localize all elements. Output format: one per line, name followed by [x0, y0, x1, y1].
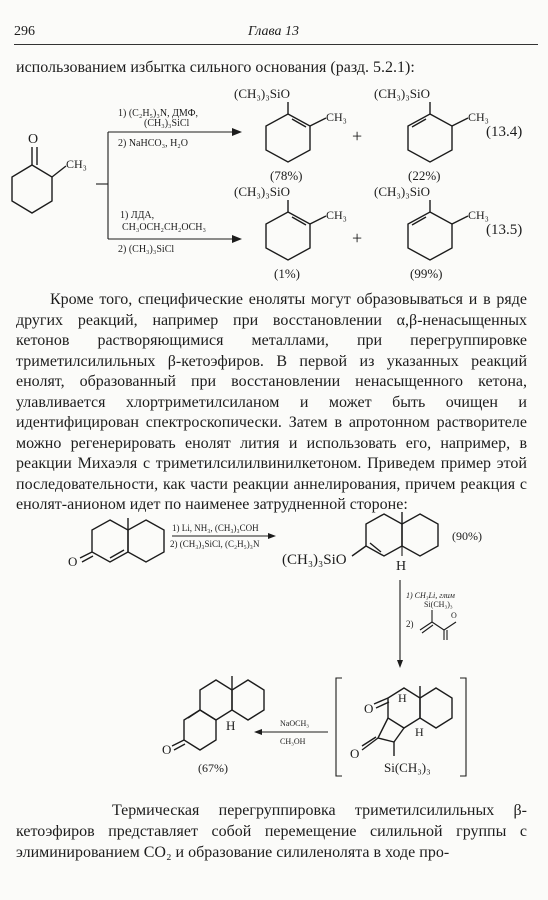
- intermediate-h-2: H: [415, 725, 424, 739]
- reaction-13-4-arrow: [108, 108, 242, 149]
- intermediate-oxygen-1: O: [364, 701, 374, 716]
- annelation-scheme: [0, 500, 548, 796]
- starting-ketone: [12, 132, 87, 213]
- r2-conditions-1: 1) ЛДА,: [120, 210, 155, 221]
- r2-a-silyl-label: (CH₃)₃SiO: [234, 184, 291, 199]
- r2-b-silyl-label: (CH₃)₃SiO: [374, 184, 431, 199]
- header-rule: [14, 44, 538, 45]
- r1-conditions-2: 2) NaHCO₃, H₂O: [118, 138, 189, 149]
- r1-product-a: [234, 86, 347, 183]
- step1-reagent-1: 1) Li, NH₃, (CH₃)₃COH: [172, 523, 259, 533]
- tricyclic-enone-product: [162, 676, 264, 775]
- r2-plus: +: [352, 228, 363, 248]
- r2-a-methyl: CH₃: [326, 208, 347, 222]
- equation-13-4-number: (13.4): [486, 124, 523, 140]
- r2-b-methyl: CH₃: [468, 208, 489, 222]
- ketone-methyl: CH₃: [66, 157, 87, 171]
- ketone-oxygen: O: [28, 132, 39, 147]
- r2-conditions-1b: CH₃OCH₂CH₂OCH₃: [122, 222, 206, 233]
- step3-reagent-1: NaOCH₃: [280, 719, 310, 728]
- intermediate-oxygen-2: O: [350, 746, 360, 761]
- step2-arrow: [397, 580, 457, 668]
- step3-reagent-2: CH₃OH: [280, 737, 306, 746]
- silyl-enol-ether: [282, 512, 482, 574]
- r2-product-b: [374, 184, 489, 281]
- step1-arrow: [170, 523, 276, 549]
- enolate-scheme-top: [0, 84, 548, 284]
- r1-conditions-1b: (CH₃)₃SiCl: [144, 118, 190, 129]
- ending-paragraph: Термическая перегруппировка триметилсилильных β-кетоэфиров представляет собой перемещение силильной группы с элиминированием CO₂ и образование силиленолята в ходе про-: [16, 802, 527, 861]
- silyl-ether-label: (CH₃)₃SiO: [282, 552, 347, 568]
- r1-conditions-1: 1) (C₂H₅)₃N, ДМФ,: [118, 108, 199, 119]
- r2-a-yield: (1%): [274, 266, 300, 281]
- r1-product-b: [374, 86, 489, 183]
- step2-reagent-sub: Si(CH₃)₃: [424, 600, 453, 609]
- page-number: 296: [14, 24, 35, 39]
- michael-adduct-intermediate: [336, 678, 466, 776]
- reaction-13-5-arrow: [108, 210, 242, 255]
- step2-reagent-1: 1) CH₃Li, глим: [406, 591, 455, 600]
- r1-a-methyl: CH₃: [326, 110, 347, 124]
- silyl-ether-yield: (90%): [452, 529, 482, 543]
- step1-reagent-2: 2) (CH₃)₃SiCl, (C₂H₅)₃N: [170, 539, 260, 549]
- silyl-ether-h: H: [396, 559, 407, 574]
- r2-conditions-2: 2) (CH₃)₃SiCl: [118, 244, 175, 255]
- r1-plus: +: [352, 126, 363, 146]
- r2-product-a: [234, 184, 347, 281]
- final-yield: (67%): [198, 761, 228, 775]
- step3-arrow: [254, 719, 328, 746]
- r2-b-yield: (99%): [410, 266, 443, 281]
- intermediate-h-1: H: [398, 691, 407, 705]
- enone-oxygen: O: [68, 554, 78, 569]
- starting-enone: [68, 518, 164, 569]
- final-oxygen: O: [162, 742, 172, 757]
- intro-paragraph: использованием избытка сильного основания (разд. 5.2.1):: [16, 59, 415, 76]
- equation-13-5-number: (13.5): [486, 222, 523, 238]
- final-h: H: [226, 718, 236, 733]
- main-paragraph: Кроме того, специфические еноляты могут образовываться и в ряде других реакций, например при восстановлении α,β-ненасыщенных кетонов растворяющимися металлами, при перегруппировке триметилсилильных β-кетоэфиров. В первой из указанных реакций енолят, образованный при восстановлении ненасыщенного кетона, улавливается хлортриметилсиланом и может быть очищен и идентифицирован спектроскопически. Затем в апротонном растворителе можно регенерировать енолят лития и использовать его, например, в реакции Михаэля с триметилсилилвинилкетоном. Приведем пример этой последовательности, как части реакции аннелирования, причем реакция с енолят-анионом идет по наименее затрудненной стороне:: [16, 291, 527, 513]
- r1-a-yield: (78%): [270, 168, 303, 183]
- step2-reagent-o: O: [451, 611, 457, 620]
- r1-b-silyl-label: (CH₃)₃SiO: [374, 86, 431, 101]
- r1-b-yield: (22%): [408, 168, 441, 183]
- r1-a-silyl-label: (CH₃)₃SiO: [234, 86, 291, 101]
- intermediate-si: Si(CH₃)₃: [384, 760, 431, 775]
- r1-b-methyl: CH₃: [468, 110, 489, 124]
- chapter-title: Глава 13: [248, 24, 299, 39]
- step2-reagent-2: 2): [406, 619, 414, 629]
